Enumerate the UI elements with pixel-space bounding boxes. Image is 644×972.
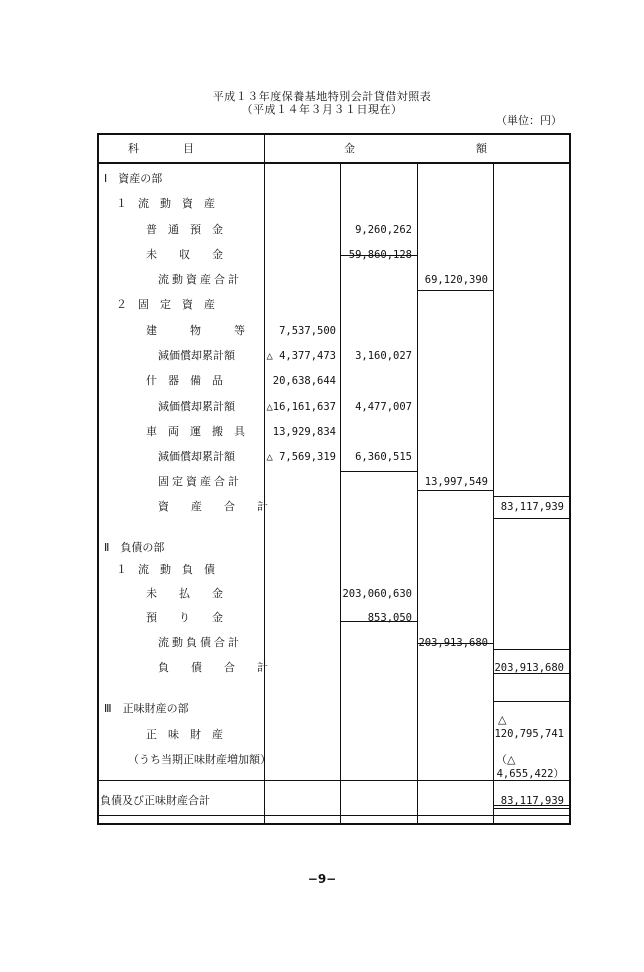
net-increase-label: （うち当期正味財産増加額） — [128, 753, 271, 766]
grand-total-rule — [493, 808, 569, 809]
current-liabilities-label: １ 流 動 負 債 — [116, 563, 215, 576]
subtotal-rule — [340, 471, 417, 472]
assets-section-label: Ⅰ 資産の部 — [104, 172, 163, 185]
equity-section-label: Ⅲ 正味財産の部 — [104, 702, 189, 715]
buildings-value: 7,537,500 — [279, 325, 336, 337]
assets-total-value: 83,117,939 — [500, 501, 564, 513]
subtotal-rule — [417, 290, 493, 291]
net-increase-sign: （△ — [496, 753, 516, 766]
total-rule — [493, 649, 569, 650]
current-assets-label: １ 流 動 資 産 — [116, 197, 215, 210]
payables-label: 未 払 金 — [146, 587, 223, 600]
equipment-net-value: 4,477,007 — [355, 401, 412, 413]
equipment-value: 20,638,644 — [272, 375, 336, 387]
current-liabilities-total-value: 203,913,680 — [418, 637, 488, 649]
grand-total-label: 負債及び正味財産合計 — [100, 794, 210, 807]
grand-total-value: 83,117,939 — [500, 795, 564, 807]
total-rule — [493, 518, 569, 519]
page-number: −9− — [307, 872, 337, 886]
dep-vehicles-value: △ 7,569,319 — [266, 451, 336, 463]
fixed-assets-total-label: 固定資産合計 — [158, 475, 242, 488]
column-divider — [417, 163, 418, 823]
receivables-value: 59,860,128 — [348, 249, 412, 261]
net-assets-label: 正 味 財 産 — [146, 728, 223, 741]
buildings-net-value: 3,160,027 — [355, 350, 412, 362]
fixed-assets-label: ２ 固 定 資 産 — [116, 298, 215, 311]
total-rule — [493, 496, 569, 497]
total-rule — [493, 701, 569, 702]
deposits-label: 普 通 預 金 — [146, 223, 223, 236]
dep-buildings-value: △ 4,377,473 — [266, 350, 336, 362]
net-assets-sign: △ — [498, 713, 507, 726]
vehicles-value: 13,929,834 — [272, 426, 336, 438]
liabilities-section-label: Ⅱ 負債の部 — [104, 541, 165, 554]
document-title: 平成１３年度保養基地特別会計貸借対照表 — [212, 90, 432, 103]
current-assets-total-label: 流動資産合計 — [158, 273, 242, 286]
net-assets-value: 120,795,741 — [494, 728, 564, 740]
document-subtitle: （平成１４年３月３１日現在） — [241, 103, 403, 116]
header-amount-2: 額 — [476, 142, 487, 155]
deposits-received-value: 853,050 — [367, 612, 412, 624]
subtotal-rule — [417, 490, 493, 491]
buildings-label: 建 物 等 — [146, 324, 245, 337]
vehicles-net-value: 6,360,515 — [355, 451, 412, 463]
dep-buildings-label: 減価償却累計額 — [158, 349, 235, 362]
fixed-assets-total-value: 13,997,549 — [424, 476, 488, 488]
column-divider — [493, 163, 494, 823]
dep-equipment-label: 減価償却累計額 — [158, 400, 235, 413]
header-amount-1: 金 — [344, 142, 355, 155]
vehicles-label: 車 両 運 搬 具 — [146, 425, 245, 438]
dep-vehicles-label: 減価償却累計額 — [158, 450, 235, 463]
assets-total-label: 資 産 合 計 — [158, 500, 268, 513]
deposits-value: 9,260,262 — [355, 224, 412, 236]
current-assets-total-value: 69,120,390 — [424, 274, 488, 286]
header-item: 科 目 — [128, 142, 194, 155]
liabilities-total-value: 203,913,680 — [494, 662, 564, 674]
payables-value: 203,060,630 — [342, 588, 412, 600]
column-divider — [340, 163, 341, 823]
header-rule — [99, 162, 569, 164]
column-divider — [264, 135, 265, 823]
current-liabilities-total-label: 流動負債合計 — [158, 636, 242, 649]
receivables-label: 未 収 金 — [146, 248, 223, 261]
net-increase-value: 4,655,422） — [496, 768, 564, 780]
unit-label: （単位：円） — [496, 114, 562, 127]
liabilities-total-label: 負 債 合 計 — [158, 661, 268, 674]
dep-equipment-value: △16,161,637 — [266, 401, 336, 413]
table-bottom-rule — [99, 815, 569, 816]
equipment-label: 什 器 備 品 — [146, 374, 223, 387]
deposits-received-label: 預 り 金 — [146, 611, 223, 624]
